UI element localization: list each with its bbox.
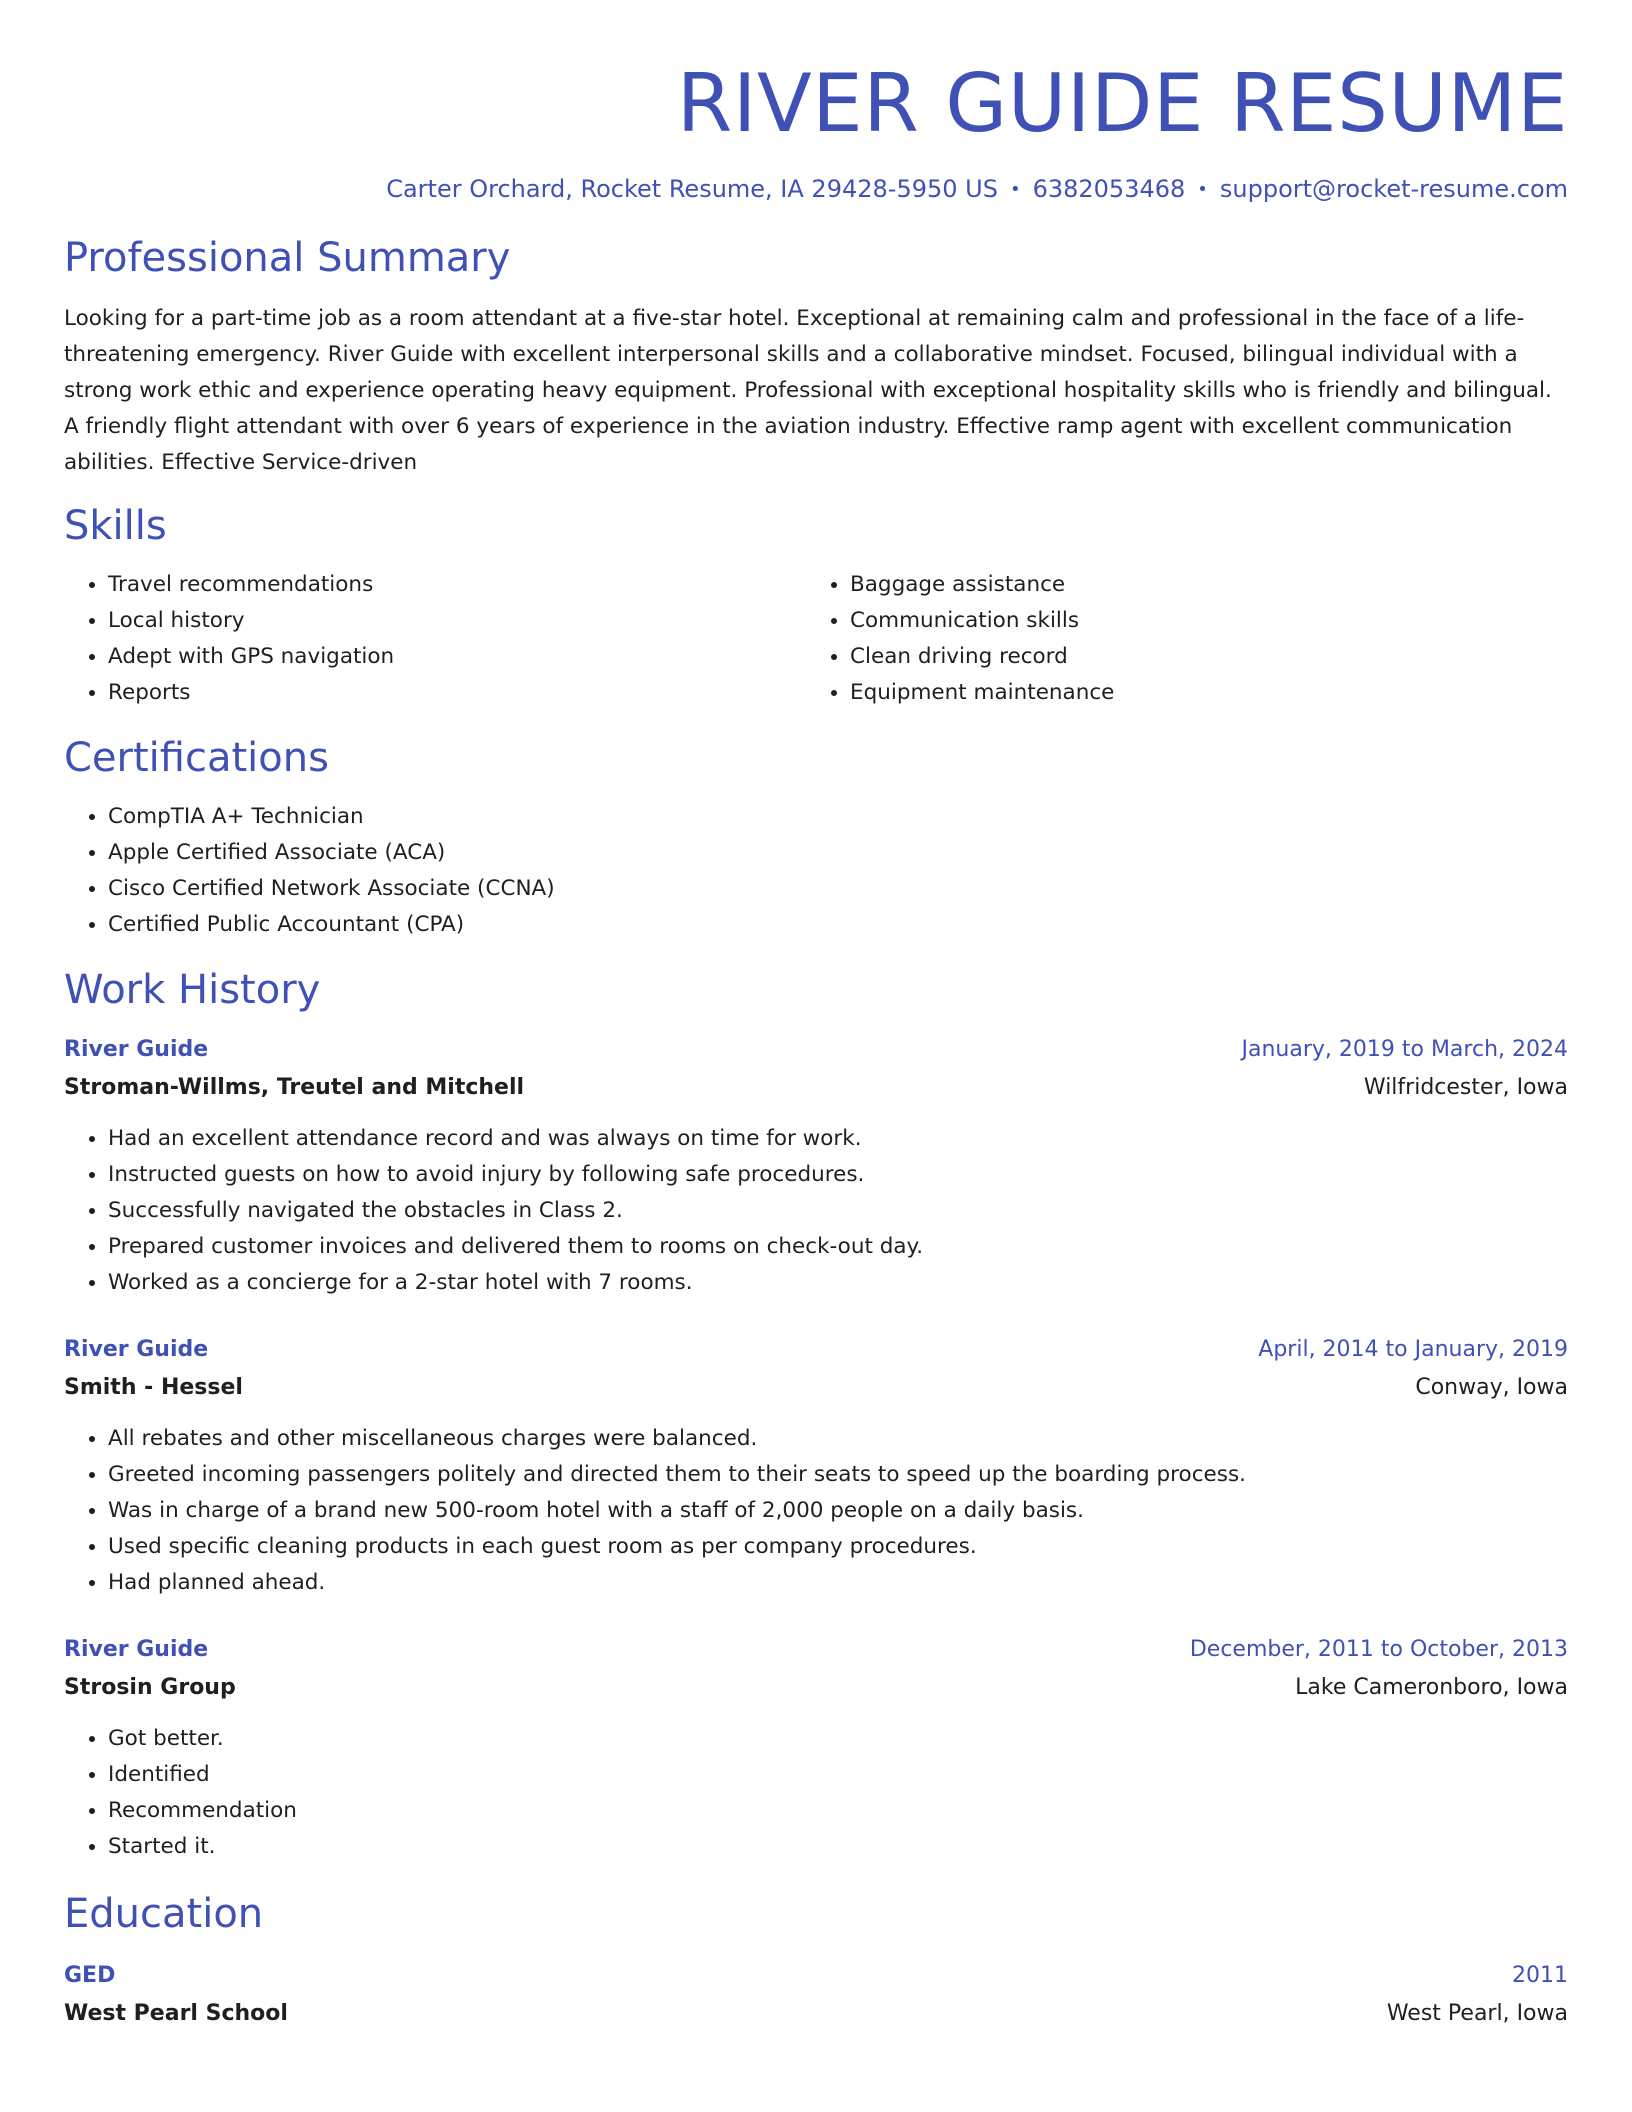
- job-entry: [64, 1631, 1568, 1865]
- job-dates: January, 2019 to March, 2024: [1241, 1037, 1568, 1062]
- job-bullet: • Got better.: [108, 1721, 1568, 1757]
- contact-separator: •: [1197, 179, 1208, 200]
- skill-item: • Equipment maintenance: [850, 675, 1548, 711]
- skills-column-right: [806, 553, 1548, 711]
- job-location: Wilfridcester, Iowa: [1363, 1075, 1568, 1100]
- certifications-list: [64, 799, 1568, 943]
- skill-item: • Adept with GPS navigation: [108, 639, 806, 675]
- skill-item: • Baggage assistance: [850, 567, 1548, 603]
- contact-line: [64, 174, 1568, 207]
- job-bullet: • Had an excellent attendance record and was always on time for work.: [108, 1121, 1568, 1157]
- contact-address: Carter Orchard, Rocket Resume, IA 29428-5950 US: [386, 175, 998, 203]
- job-company-row: [64, 1669, 1568, 1707]
- job-company: Smith - Hessel: [64, 1375, 243, 1400]
- job-entry: [64, 1031, 1568, 1301]
- job-location: Lake Cameronboro, Iowa: [1295, 1675, 1568, 1700]
- skill-item: • Reports: [108, 675, 806, 711]
- job-bullet: • Identified: [108, 1757, 1568, 1793]
- job-dates: December, 2011 to October, 2013: [1189, 1637, 1568, 1662]
- job-bullet: • Instructed guests on how to avoid injury by following safe procedures.: [108, 1157, 1568, 1193]
- job-company-row: [64, 1369, 1568, 1407]
- section-title-skills: Skills: [64, 503, 167, 549]
- certification-item: • Cisco Certified Network Associate (CCNA): [108, 871, 1568, 907]
- section-title-work-history: Work History: [64, 967, 321, 1013]
- job-bullet: • Prepared customer invoices and delivered them to rooms on check-out day.: [108, 1229, 1568, 1265]
- education-school-row: [64, 1995, 1568, 2033]
- job-header-row: [64, 1031, 1568, 1069]
- job-title: River Guide: [64, 1037, 209, 1062]
- education-degree: GED: [64, 1963, 116, 1988]
- job-bullet: • Worked as a concierge for a 2-star hotel with 7 rooms.: [108, 1265, 1568, 1301]
- job-bullet: • All rebates and other miscellaneous charges were balanced.: [108, 1421, 1568, 1457]
- job-dates: April, 2014 to January, 2019: [1258, 1337, 1568, 1362]
- skills-column-left: [64, 553, 806, 711]
- education-entry: [64, 1957, 1568, 2033]
- job-bullet: • Recommendation: [108, 1793, 1568, 1829]
- education-year: 2011: [1512, 1963, 1568, 1988]
- contact-email: support@rocket-resume.com: [1219, 175, 1568, 203]
- section-title-summary: Professional Summary: [64, 235, 511, 281]
- job-company: Strosin Group: [64, 1675, 236, 1700]
- contact-phone: 6382053468: [1032, 175, 1186, 203]
- job-company: Stroman-Willms, Treutel and Mitchell: [64, 1075, 525, 1100]
- job-entry: [64, 1331, 1568, 1601]
- certification-item: • Certified Public Accountant (CPA): [108, 907, 1568, 943]
- job-title: River Guide: [64, 1637, 209, 1662]
- summary-text: Looking for a part-time job as a room attendant at a five-star hotel. Exceptional at remaining calm and professional in the face of a life-threatening emergency. River Guide with excellent interpersonal skills and a collaborative mindset. Focused, bilingual individual with a strong work ethic and experience operating heavy equipment. Professional with exceptional hospitality skills who is friendly and bilingual. A friendly flight attendant with over 6 years of experience in the aviation industry. Effective ramp agent with excellent communication abilities. Effective Service-driven: [64, 306, 1552, 475]
- job-bullet: • Greeted incoming passengers politely and directed them to their seats to speed up the boarding process.: [108, 1457, 1568, 1493]
- skill-item: • Clean driving record: [850, 639, 1548, 675]
- education-school: West Pearl School: [64, 2001, 288, 2026]
- contact-separator: •: [1009, 179, 1021, 200]
- job-header-row: [64, 1631, 1568, 1669]
- job-bullets: [64, 1721, 1568, 1865]
- job-bullet: • Successfully navigated the obstacles in Class 2.: [108, 1193, 1568, 1229]
- education-header-row: [64, 1957, 1568, 1995]
- certification-item: • Apple Certified Associate (ACA): [108, 835, 1568, 871]
- section-title-certifications: Certifications: [64, 735, 329, 781]
- certification-item: • CompTIA A+ Technician: [108, 799, 1568, 835]
- skill-item: • Communication skills: [850, 603, 1548, 639]
- job-bullets: [64, 1421, 1568, 1601]
- job-bullet: • Used specific cleaning products in each guest room as per company procedures.: [108, 1529, 1568, 1565]
- job-bullet: • Started it.: [108, 1829, 1568, 1865]
- job-title: River Guide: [64, 1337, 209, 1362]
- job-header-row: [64, 1331, 1568, 1369]
- section-title-education: Education: [64, 1891, 264, 1937]
- job-location: Conway, Iowa: [1415, 1375, 1568, 1400]
- job-bullet: • Had planned ahead.: [108, 1565, 1568, 1601]
- resume-header: [64, 0, 1568, 207]
- job-bullet: • Was in charge of a brand new 500-room hotel with a staff of 2,000 people on a daily basis.: [108, 1493, 1568, 1529]
- job-company-row: [64, 1069, 1568, 1107]
- job-bullets: [64, 1121, 1568, 1301]
- skill-item: • Travel recommendations: [108, 567, 806, 603]
- education-location: West Pearl, Iowa: [1386, 2001, 1568, 2026]
- skill-item: • Local history: [108, 603, 806, 639]
- skills-grid: [64, 553, 1568, 711]
- resume-name: RIVER GUIDE RESUME: [676, 57, 1568, 150]
